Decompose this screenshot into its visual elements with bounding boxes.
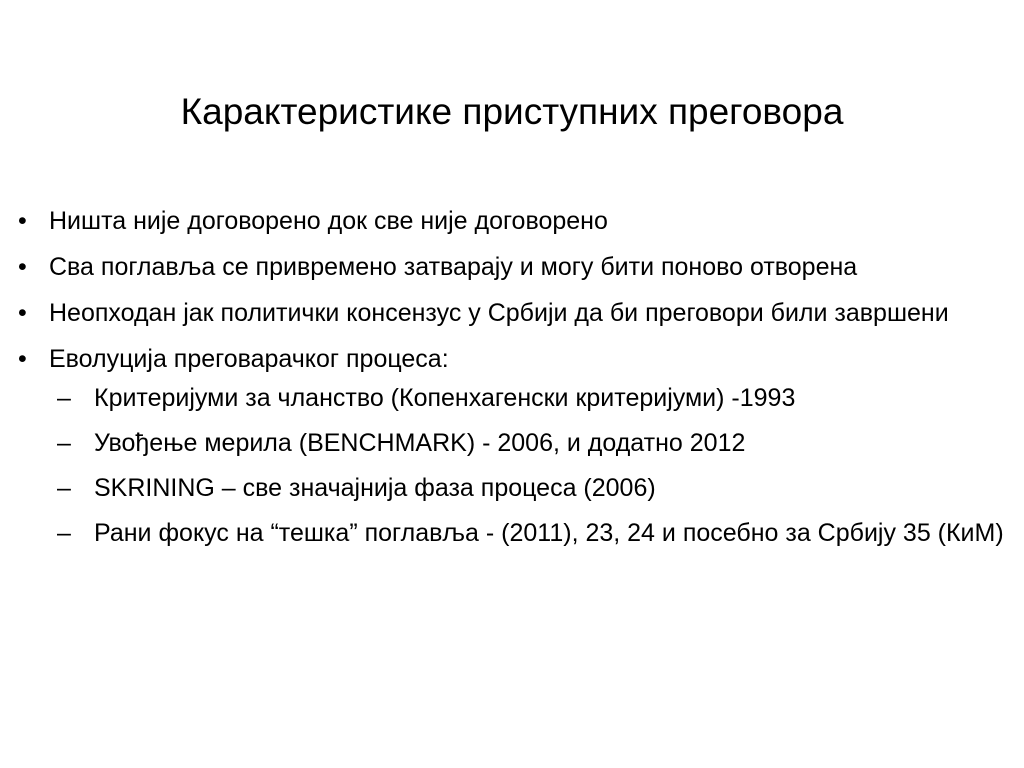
bullet-dot-icon: • (18, 207, 27, 235)
bullet-text: Еволуција преговарачког процеса: (49, 345, 449, 373)
sub-bullet-text: Критеријуми за чланство (Копенхагенски критеријуми) -1993 (94, 384, 796, 412)
bullet-text: Ништа није договорено док све није договорено (49, 207, 608, 235)
sub-bullet-text: SKRINING – све значајнија фаза процеса (2006) (94, 474, 656, 502)
sub-bullet-text: Рани фокус на “тешка” поглавља - (2011), 23, 24 и посебно за Србију 35 (КиМ) (94, 519, 1004, 547)
dash-icon: – (57, 474, 71, 502)
dash-icon: – (57, 429, 71, 457)
dash-icon: – (57, 384, 71, 412)
bullet-dot-icon: • (18, 345, 27, 373)
bullet-text: Сва поглавља се привремено затварају и могу бити поново отворена (49, 253, 858, 281)
bullet-item (18, 296, 1008, 330)
slide-title: Карактеристике приступних преговора (180, 91, 844, 132)
bullet-text: Неопходан јак политички консензус у Србији да би преговори били завршени (49, 299, 949, 327)
sub-bullet-item (46, 516, 1008, 550)
sub-bullet-item (46, 471, 1008, 505)
bullet-dot-icon: • (18, 299, 27, 327)
dash-icon: – (57, 519, 71, 547)
bullet-item (18, 204, 1008, 238)
bullet-dot-icon: • (18, 253, 27, 281)
sub-bullet-item (46, 381, 1008, 415)
bullet-item (18, 342, 1008, 550)
bullet-item (18, 250, 1008, 284)
bullet-list (18, 204, 1008, 550)
sub-bullet-list (49, 381, 1008, 550)
sub-bullet-text: Увођење мерила (BENCHMARK) - 2006, и додатно 2012 (94, 429, 746, 457)
sub-bullet-item (46, 426, 1008, 460)
